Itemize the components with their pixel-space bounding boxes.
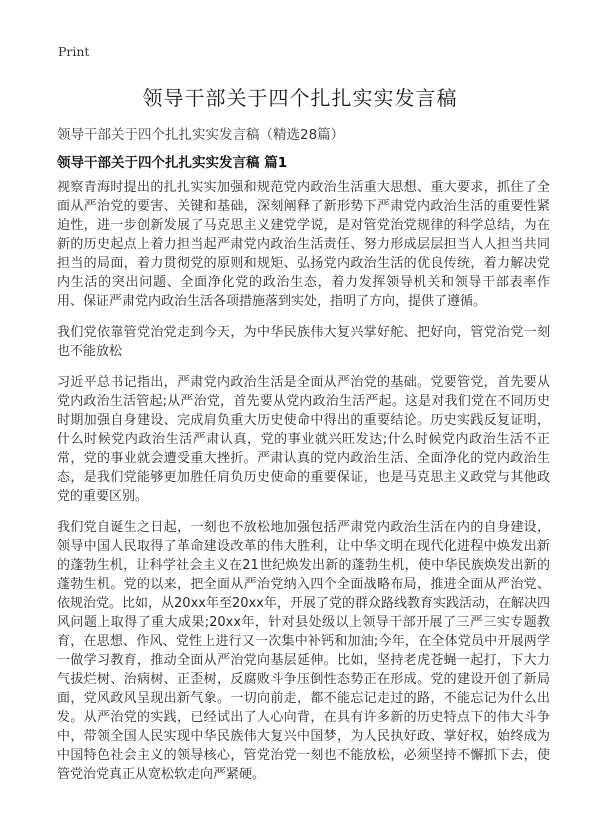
- document-body: [57, 178, 550, 796]
- paragraph-4: 我们党自诞生之日起，一刻也不放松地加强包括严肃党内政治生活在内的自身建设，领导中国人民取得了革命建设改革的伟大胜利，让中华文明在现代化进程中焕发出新的蓬勃生机，让科学社会主义在21世纪焕发出新的蓬勃生机，使中华民族焕发出新的蓬勃生机。党的以来，把全面从严治党纳入四个全面战略布局，推进全面从严治党、依规治党。比如，从20xx年至20xx年，开展了党的群众路线教育实践活动，在解决四风问题上取得了重大成果;20xx年，针对县处级以上领导干部开展了三严三实专题教育，在思想、作风、党性上进行又一次集中补钙和加油;今年，在全体党员中开展两学一做学习教育，推动全面从严治党向基层延伸。比如，坚持老虎苍蝇一起打，下大力气拔烂树、治病树、正歪树，反腐败斗争压倒性态势正在形成。党的建设开创了新局面，党风政风呈现出新气象。一切向前走，都不能忘记走过的路，不能忘记为什么出发。从严治党的实践，已经试出了人心向背，在具有许多新的历史特点下的伟大斗争中，带领全国人民实现中华民族伟大复兴中国梦，为人民执好政、掌好权，始终成为中国特色社会主义的领导核心，管党治党一刻也不能放松，必须坚持不懈抓下去，使管党治党真正从宽松软走向严紧硬。: [57, 520, 550, 782]
- print-link[interactable]: Print: [58, 44, 90, 59]
- paragraph-1: 视察青海时提出的扎扎实实加强和规范党内政治生活重大思想、重大要求，抓住了全面从严治党的要害、关键和基础，深刻阐释了新形势下严肃党内政治生活的重要性紧迫性，进一步创新发展了马克思主义建党学说，是对管党治党规律的科学总结，为在新的历史起点上着力担当起严肃党内政治生活责任、努力形成层层担当人人担当共同担当的局面，着力贯彻党的原则和规矩、弘扬党内政治生活的优良传统，着力解决党内生活的突出问题、全面净化党的政治生态，着力发挥领导机关和领导干部表率作用、保证严肃党内政治生活各项措施落到实处，指明了方向，提供了遵循。: [57, 180, 550, 309]
- page-title: 领导干部关于四个扎扎实实发言稿: [142, 86, 458, 110]
- section-heading: 领导干部关于四个扎扎实实发言稿 篇1: [57, 155, 288, 171]
- paragraph-2: 我们党依靠管党治党走到今天，为中华民族伟大复兴掌好舵、把好向，管党治党一刻也不能放松: [57, 325, 550, 359]
- paragraph-3: 习近平总书记指出，严肃党内政治生活是全面从严治党的基础。党要管党，首先要从党内政治生活管起;从严治党，首先要从党内政治生活严起。这是对我们党在不同历史时期加强自身建设、完成肩负重大历史使命中得出的重要结论。历史实践反复证明，什么时候党内政治生活严肃认真，党的事业就兴旺发达;什么时候党内政治生活不正常，党的事业就会遭受重大挫折。严肃认真的党内政治生活、全面净化的党内政治生态，是我们党能够更加胜任肩负历史使命的重要保证，也是马克思主义政党与其他政党的重要区别。: [57, 375, 550, 504]
- document-subtitle: 领导干部关于四个扎扎实实发言稿（精选28篇）: [57, 127, 345, 143]
